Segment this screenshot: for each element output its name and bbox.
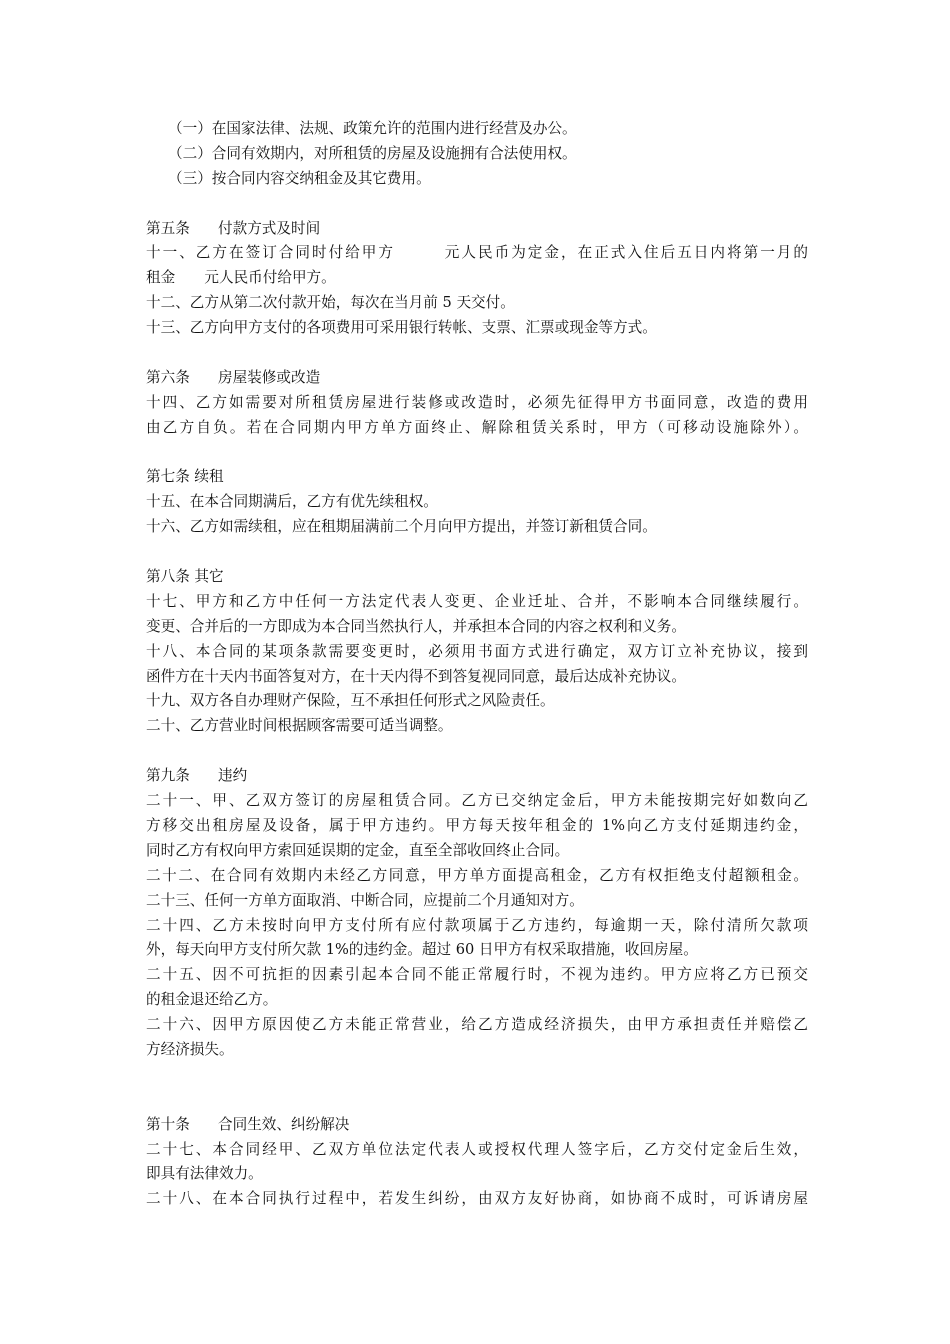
clause-11-line-2: 租金 元人民币付给甲方。 <box>146 269 336 287</box>
spacer <box>146 192 808 217</box>
clause-18-line-1: 十八、本合同的某项条款需要变更时，必须用书面方式进行确定，双方订立补充协议，接到 <box>146 642 808 660</box>
clause-22: 二十二、在合同有效期内未经乙方同意，甲方单方面提高租金，乙方有权拒绝支付超额租金。 <box>146 866 808 884</box>
article-9-heading <box>146 764 808 789</box>
clause-27-line-2: 即具有法律效力。 <box>146 1165 263 1183</box>
article-8-heading: 第八条 其它 <box>146 568 224 586</box>
article-6-number: 第六条 <box>146 368 190 386</box>
article-9-number: 第九条 <box>146 767 190 785</box>
article-6-title: 房屋装修或改造 <box>218 368 321 386</box>
clause-11-line-1: 十一、乙方在签订合同时付给甲方 元人民币为定金，在正式入住后五日内将第一月的 <box>146 244 808 262</box>
article-10-heading <box>146 1113 808 1138</box>
clause-18-line-2: 函件方在十天内书面答复对方，在十天内得不到答复视同同意，最后达成补充协议。 <box>146 667 686 685</box>
clause-26-line-1: 二十六、因甲方原因使乙方未能正常营业，给乙方造成经济损失，由甲方承担责任并赔偿乙 <box>146 1016 808 1034</box>
article-10-number: 第十条 <box>146 1115 190 1133</box>
clause-17-line-2: 变更、合并后的一方即成为本合同当然执行人，并承担本合同的内容之权利和义务。 <box>146 617 686 635</box>
clause-20: 二十、乙方营业时间根据顾客需要可适当调整。 <box>146 717 453 735</box>
clause-15: 十五、在本合同期满后，乙方有优先续租权。 <box>146 493 438 511</box>
clause-12: 十二、乙方从第二次付款开始，每次在当月前 5 天交付。 <box>146 294 515 312</box>
intro-item-1: （一）在国家法律、法规、政策允许的范围内进行经营及办公。 <box>168 120 577 137</box>
spacer <box>146 739 808 764</box>
clause-21-line-1: 二十一、甲、乙双方签订的房屋租赁合同。乙方已交纳定金后，甲方未能按期完好如数向乙 <box>146 792 808 810</box>
clause-21-line-2: 方移交出租房屋及设备，属于甲方违约。甲方每天按年租金的 1%向乙方支付延期违约金， <box>146 816 808 834</box>
article-5-heading <box>146 217 808 242</box>
article-7-heading: 第七条 续租 <box>146 468 224 486</box>
clause-14-line-2: 由乙方自负。若在合同期内甲方单方面终止、解除租赁关系时，甲方（可移动设施除外）。 <box>146 418 808 436</box>
clause-24-line-2: 外，每天向甲方支付所欠款 1%的违约金。超过 60 日甲方有权采取措施，收回房屋。 <box>146 941 698 959</box>
article-5-title: 付款方式及时间 <box>218 219 321 237</box>
clause-26-line-2: 方经济损失。 <box>146 1040 234 1058</box>
article-10-title: 合同生效、纠纷解决 <box>218 1115 350 1133</box>
clause-13: 十三、乙方向甲方支付的各项费用可采用银行转帐、支票、汇票或现金等方式。 <box>146 319 657 337</box>
document-page <box>146 117 808 1212</box>
clause-21-line-3: 同时乙方有权向甲方索回延误期的定金，直至全部收回终止合同。 <box>146 841 570 859</box>
spacer <box>146 441 808 466</box>
intro-item-3: （三）按合同内容交纳租金及其它费用。 <box>168 169 431 187</box>
clause-19: 十九、双方各自办理财产保险，互不承担任何形式之风险责任。 <box>146 692 555 710</box>
clause-17-line-1: 十七、甲方和乙方中任何一方法定代表人变更、企业迁址、合并，不影响本合同继续履行。 <box>146 592 808 610</box>
clause-28-line-1: 二十八、在本合同执行过程中，若发生纠纷，由双方友好协商，如协商不成时，可诉请房屋 <box>146 1190 808 1208</box>
spacer <box>146 341 808 366</box>
clause-23: 二十三、任何一方单方面取消、中断合同，应提前二个月通知对方。 <box>146 891 584 909</box>
clause-27-line-1: 二十七、本合同经甲、乙双方单位法定代表人或授权代理人签字后，乙方交付定金后生效， <box>146 1140 808 1158</box>
intro-item-2: （二）合同有效期内，对所租赁的房屋及设施拥有合法使用权。 <box>168 144 577 162</box>
spacer <box>146 540 808 565</box>
clause-25-line-2: 的租金退还给乙方。 <box>146 991 278 1009</box>
article-5-number: 第五条 <box>146 219 190 237</box>
article-6-heading <box>146 366 808 391</box>
clause-25-line-1: 二十五、因不可抗拒的因素引起本合同不能正常履行时，不视为违约。甲方应将乙方已预交 <box>146 966 808 984</box>
article-9-title: 违约 <box>218 767 248 785</box>
clause-14-line-1: 十四、乙方如需要对所租赁房屋进行装修或改造时，必须先征得甲方书面同意，改造的费用 <box>146 393 808 411</box>
spacer <box>146 1063 808 1113</box>
clause-24-line-1: 二十四、乙方未按时向甲方支付所有应付款项属于乙方违约，每逾期一天，除付清所欠款项 <box>146 916 808 934</box>
clause-16: 十六、乙方如需续租，应在租期届满前二个月向甲方提出，并签订新租赁合同。 <box>146 518 657 536</box>
